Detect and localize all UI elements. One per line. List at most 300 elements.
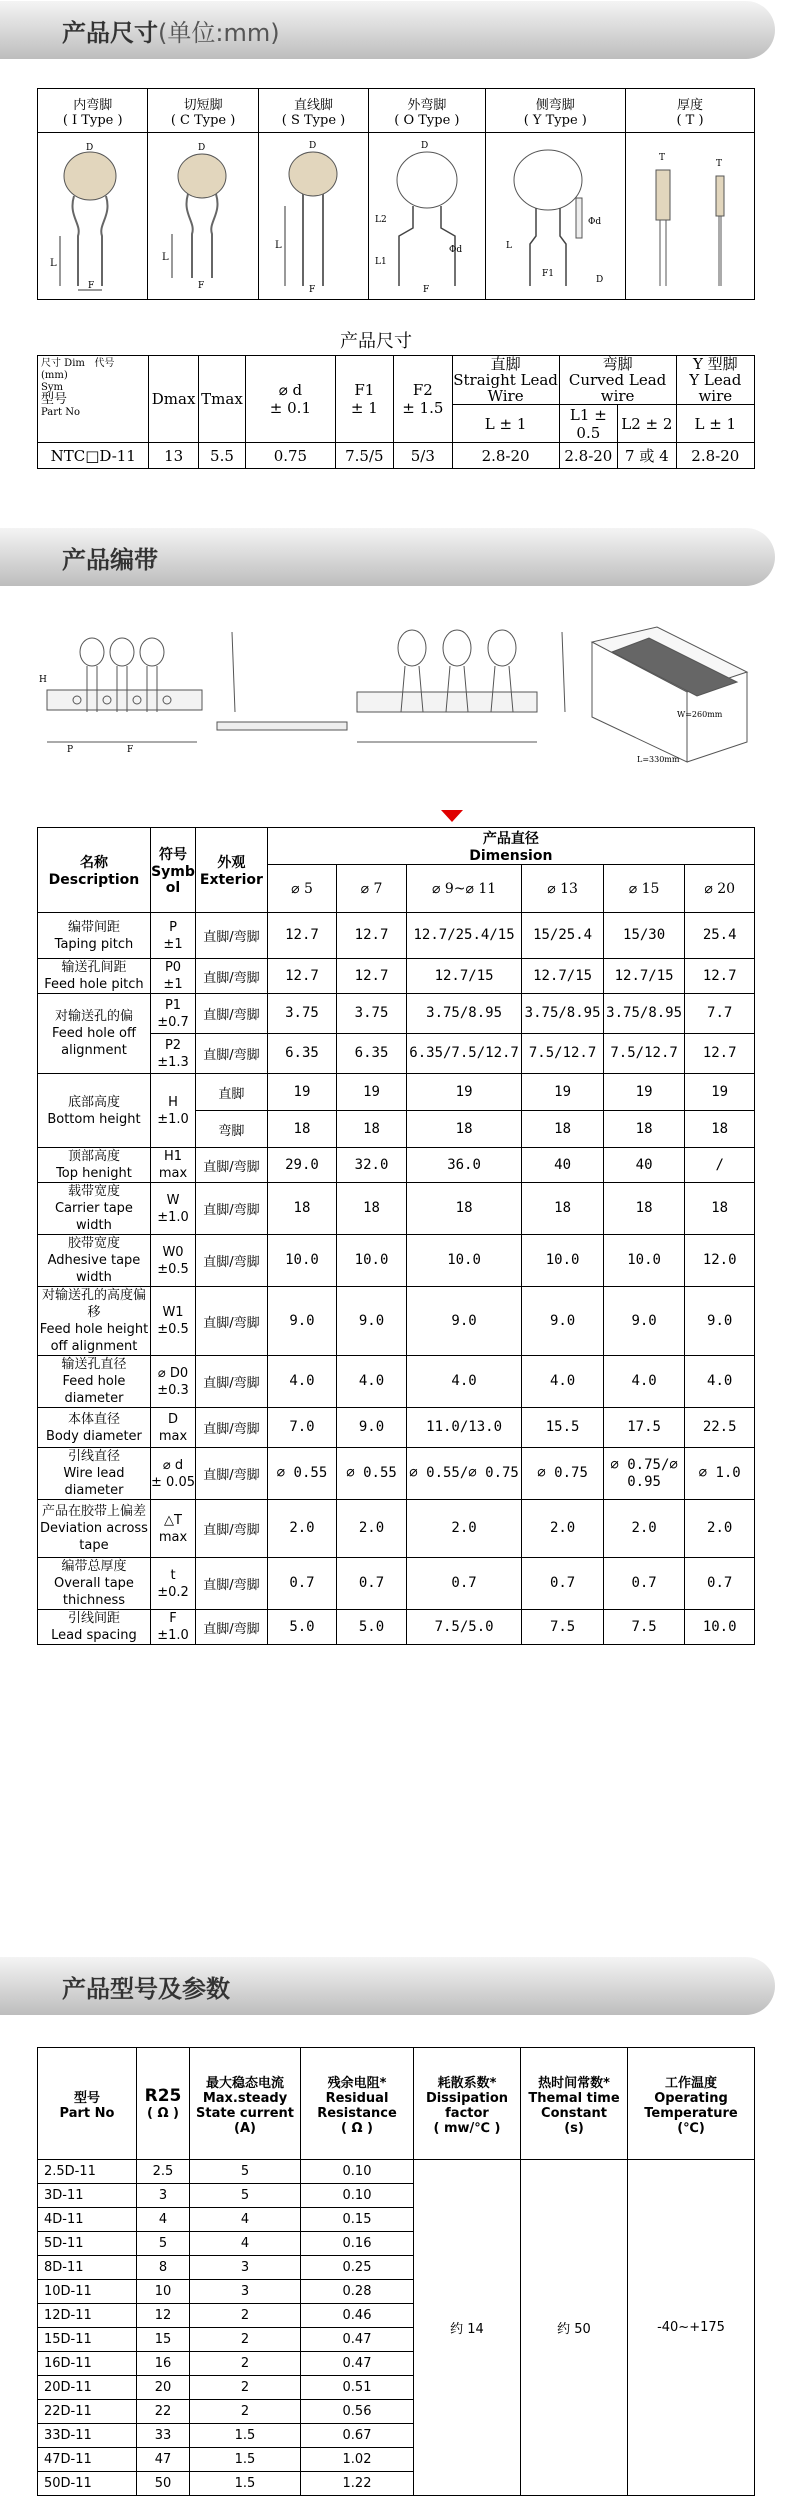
tape-row (38, 1148, 755, 1183)
description-en: Feed hole diameter (62, 1374, 126, 1406)
tolerance-text: ±1.0 (157, 1628, 189, 1643)
lead-type-header (38, 89, 148, 133)
exterior-cell: 直脚/弯脚 (196, 1356, 268, 1408)
imax-cell: 4 (190, 2232, 301, 2256)
section-title-text: 产品编带 (62, 546, 158, 574)
size-value-cell: 0.75 (246, 443, 335, 469)
tolerance-text: ± 0.05 (151, 1474, 195, 1490)
dimension-value-cell: 7.5/12.7 (603, 1034, 685, 1074)
description-en: Taping pitch (54, 936, 134, 952)
dimension-value-cell: 19 (267, 1074, 337, 1111)
label-L: L (274, 240, 282, 251)
dimension-value-cell: 18 (685, 1183, 755, 1235)
part-no-cell: 4D-11 (38, 2208, 137, 2232)
exterior-cell: 直脚/弯脚 (196, 959, 268, 994)
description-en: Adhesive tape width (47, 1253, 141, 1285)
residual-cell: 0.25 (301, 2256, 414, 2280)
lead-type-header (258, 89, 368, 133)
r25-cell: 22 (137, 2400, 190, 2424)
description-cn: 本体直径 (67, 1411, 120, 1427)
head-part (38, 2048, 137, 2160)
tape-row (38, 1356, 755, 1408)
description-cn: 编带间距 (67, 919, 120, 935)
dimension-value-cell: 3.75/8.95 (603, 994, 685, 1034)
time-constant-cell: 约 50 (521, 2160, 628, 2496)
size-table-caption: 产品尺寸 (340, 331, 412, 352)
dimension-value-cell: 12.7 (685, 1034, 755, 1074)
imax-cell: 5 (190, 2160, 301, 2184)
part-no-cell: 5D-11 (38, 2232, 137, 2256)
description-cell (38, 1610, 151, 1645)
tape-row (38, 1183, 755, 1235)
size-value-cell: 2.8-20 (559, 443, 617, 469)
label-d: Φd (449, 245, 463, 255)
tape-row (38, 959, 755, 994)
head-name (38, 828, 151, 913)
description-cell (38, 959, 151, 994)
head-curved (559, 356, 676, 405)
label-p: P (67, 745, 74, 755)
dimension-value-cell: 4.0 (267, 1356, 337, 1408)
unit-text: (单位:mm) (158, 19, 280, 47)
dimension-value-cell: 7.5/5.0 (406, 1610, 522, 1645)
symbol-cell (150, 959, 195, 994)
dimension-value-cell: 7.7 (685, 994, 755, 1034)
tolerance-text: ±0.2 (157, 1584, 189, 1600)
residual-cell: 0.10 (301, 2184, 414, 2208)
dimension-value-cell: 18 (685, 1111, 755, 1148)
i-type-drawing (38, 133, 148, 300)
label-L1: L1 (375, 257, 387, 267)
dimension-value-cell: 12.7 (685, 959, 755, 994)
exterior-cell: 直脚 (196, 1074, 268, 1111)
label-F: F (308, 285, 316, 295)
exterior-cell: 直脚/弯脚 (196, 1558, 268, 1610)
imax-cell: 2 (190, 2328, 301, 2352)
r25-cell: 5 (137, 2232, 190, 2256)
description-cn: 产品在胶带上偏差 (41, 1504, 146, 1519)
symbol-cell (150, 994, 195, 1034)
exterior-cell: 直脚/弯脚 (196, 1287, 268, 1356)
description-cn: 编带总厚度 (61, 1559, 127, 1574)
dimension-value-cell: 19 (406, 1074, 522, 1111)
dimension-value-cell: 9.0 (337, 1408, 407, 1448)
head-dimension-en: Dimension (469, 848, 553, 864)
dimension-value-cell: 12.7 (267, 913, 337, 959)
dimension-value-cell: 7.5/12.7 (522, 1034, 604, 1074)
symbol-cell (150, 1034, 195, 1074)
lead-type-table (37, 88, 755, 300)
dimension-value-cell: 15/25.4 (522, 913, 604, 959)
dimension-value-cell: ⌀ 1.0 (685, 1448, 755, 1500)
y-type-drawing (485, 133, 625, 300)
corner-model-en: Part No (41, 407, 80, 418)
lead-type-en: ( Y Type ) (523, 112, 587, 128)
dimension-value-cell: 10.0 (685, 1610, 755, 1645)
lead-type-en: ( I Type ) (62, 112, 123, 128)
head-tc-cn: 热时间常数* (538, 2075, 610, 2091)
red-arrow-icon (441, 810, 463, 822)
tolerance-text: ±1.0 (157, 1209, 189, 1225)
dimension-value-cell: 7.5 (603, 1610, 685, 1645)
head-straight-cn: 直脚 (490, 355, 521, 373)
lead-type-header (369, 89, 485, 133)
residual-cell: 1.02 (301, 2448, 414, 2472)
symbol-text: P1 (164, 997, 182, 1013)
description-cell (38, 1148, 151, 1183)
head-tc (521, 2048, 628, 2160)
dimension-value-cell: ⌀ 0.75 (522, 1448, 604, 1500)
r25-cell: 10 (137, 2280, 190, 2304)
tape-row (38, 1074, 755, 1111)
exterior-cell: 直脚/弯脚 (196, 1610, 268, 1645)
head-curved-l2: L2 ± 2 (618, 405, 676, 443)
label-F: F (423, 285, 430, 295)
tape-spec-table (37, 827, 755, 1645)
size-value-cell: 2.8-20 (676, 443, 754, 469)
symbol-cell (150, 1408, 195, 1448)
residual-cell: 0.67 (301, 2424, 414, 2448)
residual-cell: 0.15 (301, 2208, 414, 2232)
head-symbol-en: Symb ol (151, 864, 195, 896)
description-cn: 对输送孔的偏 (54, 1009, 133, 1024)
description-cn: 输送孔间距 (61, 960, 127, 975)
head-temp-en: Operating Temperature (644, 2090, 738, 2121)
imax-cell: 2 (190, 2304, 301, 2328)
dimension-value-cell: 4.0 (522, 1356, 604, 1408)
dimension-value-cell: 18 (267, 1111, 337, 1148)
head-name-en: Description (48, 872, 140, 888)
dimension-value-cell: 40 (603, 1148, 685, 1183)
symbol-text: W1 (162, 1305, 184, 1320)
dimension-value-cell: 12.7/25.4/15 (406, 913, 522, 959)
dimension-value-cell: 0.7 (685, 1558, 755, 1610)
description-en: Wire lead diameter (63, 1466, 125, 1498)
symbol-text: ⌀ D0 (157, 1365, 189, 1381)
part-no-cell: 10D-11 (38, 2280, 137, 2304)
exterior-cell: 直脚/弯脚 (196, 1448, 268, 1500)
head-tmax: Tmax (198, 356, 245, 443)
dimension-value-cell: 10.0 (406, 1235, 522, 1287)
label-T: T (716, 159, 723, 169)
tolerance-text: ±0.5 (157, 1261, 189, 1277)
description-cell (38, 1235, 151, 1287)
symbol-text: D (168, 1411, 179, 1427)
dissipation-cell: 约 14 (414, 2160, 521, 2496)
head-diss-en: Dissipation factor (425, 2090, 509, 2121)
dimension-value-cell: 0.7 (603, 1558, 685, 1610)
label-D: D (308, 141, 316, 151)
description-cn: 对输送孔的高度偏移 (41, 1288, 146, 1320)
dimension-value-cell: 29.0 (267, 1148, 337, 1183)
r25-cell: 16 (137, 2352, 190, 2376)
dimension-value-cell: 0.7 (406, 1558, 522, 1610)
corner-cell (38, 356, 149, 443)
exterior-cell: 直脚/弯脚 (196, 1034, 268, 1074)
description-cn: 引线直径 (67, 1449, 120, 1464)
head-f2-tol: ± 1.5 (402, 399, 444, 417)
r25-cell: 2.5 (137, 2160, 190, 2184)
dimension-value-cell: ⌀ 0.55 (337, 1448, 407, 1500)
head-name-cn: 名称 (79, 855, 108, 871)
symbol-text: ⌀ d (162, 1457, 184, 1473)
description-en: Lead spacing (51, 1628, 137, 1643)
head-y-en: Y Lead wire (689, 371, 742, 405)
symbol-cell (150, 1448, 195, 1500)
description-en: Deviation across tape (39, 1521, 148, 1553)
head-imax (190, 2048, 301, 2160)
imax-cell: 4 (190, 2208, 301, 2232)
label-L: L (505, 241, 512, 251)
tolerance-text: max (158, 1529, 188, 1545)
r25-cell: 47 (137, 2448, 190, 2472)
label-T: T (659, 153, 666, 163)
imax-cell: 3 (190, 2280, 301, 2304)
symbol-cell (150, 1235, 195, 1287)
corner-mm: (mm) (41, 370, 68, 381)
corner-model-cn: 型号 (41, 392, 68, 407)
lead-type-en: ( O Type ) (394, 112, 460, 128)
description-cn: 顶部高度 (67, 1149, 120, 1164)
lead-type-cn: 直线脚 (293, 97, 333, 113)
head-d (246, 356, 335, 443)
dimension-value-cell: ⌀ 0.55/⌀ 0.75 (406, 1448, 522, 1500)
exterior-cell: 弯脚 (196, 1111, 268, 1148)
dimension-value-cell: 18 (337, 1183, 407, 1235)
dimension-value-cell: 15.5 (522, 1408, 604, 1448)
head-diss-cn: 耗散系数* (437, 2075, 497, 2091)
head-diss-unit: ( mw/℃ ) (433, 2120, 501, 2136)
head-f2-label: F2 (412, 381, 433, 399)
head-d-tol: ± 0.1 (269, 399, 311, 417)
tape-row (38, 1448, 755, 1500)
imax-cell: 1.5 (190, 2424, 301, 2448)
dimension-value-cell: 18 (406, 1111, 522, 1148)
r25-cell: 20 (137, 2376, 190, 2400)
dimension-value-cell: 18 (406, 1183, 522, 1235)
diameter-header: ⌀ 13 (522, 865, 604, 913)
label-f: F (127, 745, 134, 755)
symbol-text: P2 (164, 1037, 182, 1053)
symbol-text: F (169, 1611, 177, 1626)
dimension-value-cell: 18 (337, 1111, 407, 1148)
head-temp-cn: 工作温度 (664, 2075, 717, 2091)
symbol-text: W (166, 1192, 180, 1208)
description-cell (38, 1500, 151, 1558)
label-D: D (595, 275, 603, 285)
symbol-text: W0 (162, 1244, 184, 1260)
head-y-cn: Y 型脚 (692, 355, 738, 373)
dimension-value-cell: 3.75/8.95 (522, 994, 604, 1034)
t-thickness-drawing (626, 133, 755, 300)
head-exterior-en: Exterior (199, 872, 263, 888)
dimension-value-cell: 9.0 (406, 1287, 522, 1356)
tolerance-text: ±0.5 (157, 1322, 189, 1337)
exterior-cell: 直脚/弯脚 (196, 1148, 268, 1183)
param-table (37, 2047, 755, 2496)
diameter-header: ⌀ 7 (337, 865, 407, 913)
part-no-cell: 15D-11 (38, 2328, 137, 2352)
lead-type-en: ( T ) (676, 112, 704, 128)
dimension-value-cell: 3.75 (337, 994, 407, 1034)
description-en: Top henight (56, 1166, 132, 1181)
head-f1 (335, 356, 393, 443)
lead-type-header (626, 89, 755, 133)
description-cell (38, 1558, 151, 1610)
dimension-value-cell: 10.0 (267, 1235, 337, 1287)
description-en: Feed hole height off alignment (39, 1322, 149, 1354)
imax-cell: 1.5 (190, 2448, 301, 2472)
residual-cell: 0.51 (301, 2376, 414, 2400)
head-imax-unit: (A) (234, 2120, 256, 2136)
dimension-value-cell: 19 (603, 1074, 685, 1111)
description-cn: 输送孔直径 (61, 1357, 127, 1372)
description-en: Body diameter (46, 1428, 142, 1444)
size-value-cell: 5/3 (394, 443, 452, 469)
corner-dim: 尺寸 Dim (41, 358, 85, 369)
dimension-value-cell: 9.0 (685, 1287, 755, 1356)
symbol-cell (150, 1500, 195, 1558)
lead-type-header (148, 89, 258, 133)
head-curved-cn: 弯脚 (602, 355, 633, 373)
label-F: F (198, 281, 205, 291)
part-no-cell: 16D-11 (38, 2352, 137, 2376)
dimension-value-cell: 32.0 (337, 1148, 407, 1183)
dimension-value-cell: 17.5 (603, 1408, 685, 1448)
head-y-sub: L ± 1 (676, 405, 754, 443)
dimension-value-cell: 11.0/13.0 (406, 1408, 522, 1448)
head-y (676, 356, 754, 405)
exterior-cell: 直脚/弯脚 (196, 913, 268, 959)
label-L2: L2 (375, 215, 387, 225)
head-dmax: Dmax (149, 356, 198, 443)
residual-cell: 1.22 (301, 2472, 414, 2496)
exterior-cell: 直脚/弯脚 (196, 1408, 268, 1448)
symbol-cell (150, 1148, 195, 1183)
dimension-value-cell: 12.7 (337, 959, 407, 994)
description-cn: 载带宽度 (67, 1184, 120, 1199)
head-straight-en: Straight Lead Wire (453, 371, 558, 405)
label-L: L (50, 258, 57, 269)
tolerance-text: ±1 (163, 936, 183, 952)
symbol-cell (150, 1558, 195, 1610)
imax-cell: 3 (190, 2256, 301, 2280)
tape-row (38, 913, 755, 959)
head-exterior (196, 828, 268, 913)
dimension-value-cell: 12.7/15 (522, 959, 604, 994)
head-curved-en: Curved Lead wire (568, 371, 667, 405)
diameter-header: ⌀ 15 (603, 865, 685, 913)
size-table (37, 355, 755, 469)
label-D: D (86, 143, 94, 153)
tolerance-text: ±0.7 (157, 1014, 189, 1030)
exterior-cell: 直脚/弯脚 (196, 994, 268, 1034)
size-value-cell: 7 或 4 (618, 443, 676, 469)
dimension-value-cell: 12.7 (267, 959, 337, 994)
tolerance-text: ±1.0 (157, 1111, 189, 1127)
head-d-label: ⌀ d (278, 381, 303, 399)
dimension-value-cell: 0.7 (522, 1558, 604, 1610)
head-exterior-cn: 外观 (217, 855, 246, 871)
head-part-cn: 型号 (73, 2090, 100, 2106)
label-F1: F1 (541, 269, 554, 279)
part-no-cell: 3D-11 (38, 2184, 137, 2208)
r25-cell: 4 (137, 2208, 190, 2232)
head-tc-en: Themal time Constant (528, 2090, 620, 2121)
description-en: Carrier tape width (55, 1201, 133, 1233)
description-cell (38, 1287, 151, 1356)
dimension-value-cell: 5.0 (267, 1610, 337, 1645)
dimension-value-cell: 12.7/15 (603, 959, 685, 994)
head-r25 (137, 2048, 190, 2160)
description-cell (38, 1183, 151, 1235)
head-res-en: Residual Resistance (317, 2090, 397, 2121)
symbol-cell (150, 1356, 195, 1408)
dimension-value-cell: 2.0 (267, 1500, 337, 1558)
symbol-cell (150, 1610, 195, 1645)
dimension-value-cell: 2.0 (685, 1500, 755, 1558)
residual-cell: 0.16 (301, 2232, 414, 2256)
description-cn: 引线间距 (67, 1611, 120, 1626)
exterior-cell: 直脚/弯脚 (196, 1500, 268, 1558)
head-res (301, 2048, 414, 2160)
dimension-value-cell: 25.4 (685, 913, 755, 959)
tape-row (38, 1558, 755, 1610)
s-type-drawing (258, 133, 368, 300)
imax-cell: 2 (190, 2400, 301, 2424)
r25-cell: 33 (137, 2424, 190, 2448)
description-en: Overall tape thichness (54, 1576, 134, 1608)
label-h: H (39, 675, 47, 685)
dimension-value-cell: 4.0 (685, 1356, 755, 1408)
tape-row (38, 1235, 755, 1287)
r25-cell: 3 (137, 2184, 190, 2208)
dimension-value-cell: 3.75 (267, 994, 337, 1034)
tape-row (38, 1287, 755, 1356)
tolerance-text: max (158, 1428, 188, 1444)
temperature-cell: -40~+175 (628, 2160, 755, 2496)
part-no-cell: 12D-11 (38, 2304, 137, 2328)
tape-row (38, 994, 755, 1034)
part-no-cell: 20D-11 (38, 2376, 137, 2400)
r25-cell: 50 (137, 2472, 190, 2496)
description-en: Feed hole pitch (44, 977, 144, 992)
lead-type-cn: 侧弯脚 (535, 97, 575, 113)
dimension-value-cell: 22.5 (685, 1408, 755, 1448)
dimension-value-cell: 18 (603, 1183, 685, 1235)
exterior-cell: 直脚/弯脚 (196, 1183, 268, 1235)
dimension-value-cell: 10.0 (603, 1235, 685, 1287)
dimension-value-cell: 19 (522, 1074, 604, 1111)
imax-cell: 5 (190, 2184, 301, 2208)
section-title-models (0, 1957, 791, 2015)
part-no-cell: 50D-11 (38, 2472, 137, 2496)
lead-type-en: ( S Type ) (281, 112, 346, 128)
head-diss (414, 2048, 521, 2160)
dimension-value-cell: 40 (522, 1148, 604, 1183)
description-en: Bottom height (47, 1111, 141, 1127)
part-no-cell: 2.5D-11 (38, 2160, 137, 2184)
label-w: W=260mm (677, 710, 723, 719)
r25-cell: 8 (137, 2256, 190, 2280)
lead-type-cn: 厚度 (676, 97, 703, 113)
size-value-cell: 2.8-20 (452, 443, 559, 469)
dimension-value-cell: 36.0 (406, 1148, 522, 1183)
head-straight (452, 356, 559, 405)
head-symbol-cn: 符号 (159, 847, 188, 863)
param-row (38, 2160, 755, 2184)
dimension-value-cell: 9.0 (337, 1287, 407, 1356)
